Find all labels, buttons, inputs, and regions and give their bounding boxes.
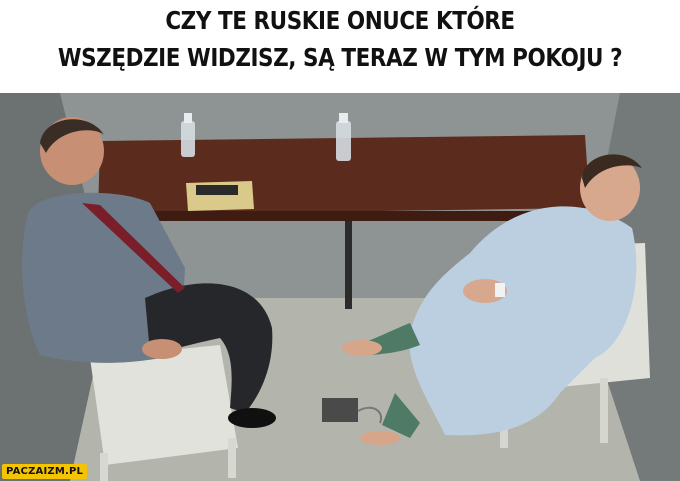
phone — [196, 185, 238, 195]
left-chair-leg-2 — [228, 438, 236, 478]
wristband — [495, 283, 505, 297]
interrogation-scene — [0, 93, 680, 481]
bare-foot-1 — [342, 340, 382, 356]
man-shoe — [228, 408, 276, 428]
left-chair-leg — [100, 453, 108, 481]
table-leg — [345, 221, 352, 309]
watermark-badge: PACZAIZM.PL — [2, 464, 87, 479]
water-bottle-left — [181, 121, 195, 157]
caption-line-2: WSZĘDZIE WIDZISZ, SĄ TERAZ W TYM POKOJU ? — [57, 43, 623, 72]
bottle-cap-left — [184, 113, 192, 123]
right-chair-leg-2 — [600, 378, 608, 443]
water-bottle-right — [336, 121, 351, 161]
interrogation-room-photo — [0, 93, 680, 481]
floor-shackle — [322, 398, 358, 422]
meme-caption — [0, 0, 680, 92]
man-hands — [142, 339, 182, 359]
bare-foot-2 — [360, 431, 400, 445]
bottle-cap-right — [339, 113, 348, 123]
caption-line-1: CZY TE RUSKIE ONUCE KTÓRE — [165, 6, 515, 35]
left-chair — [90, 345, 238, 465]
